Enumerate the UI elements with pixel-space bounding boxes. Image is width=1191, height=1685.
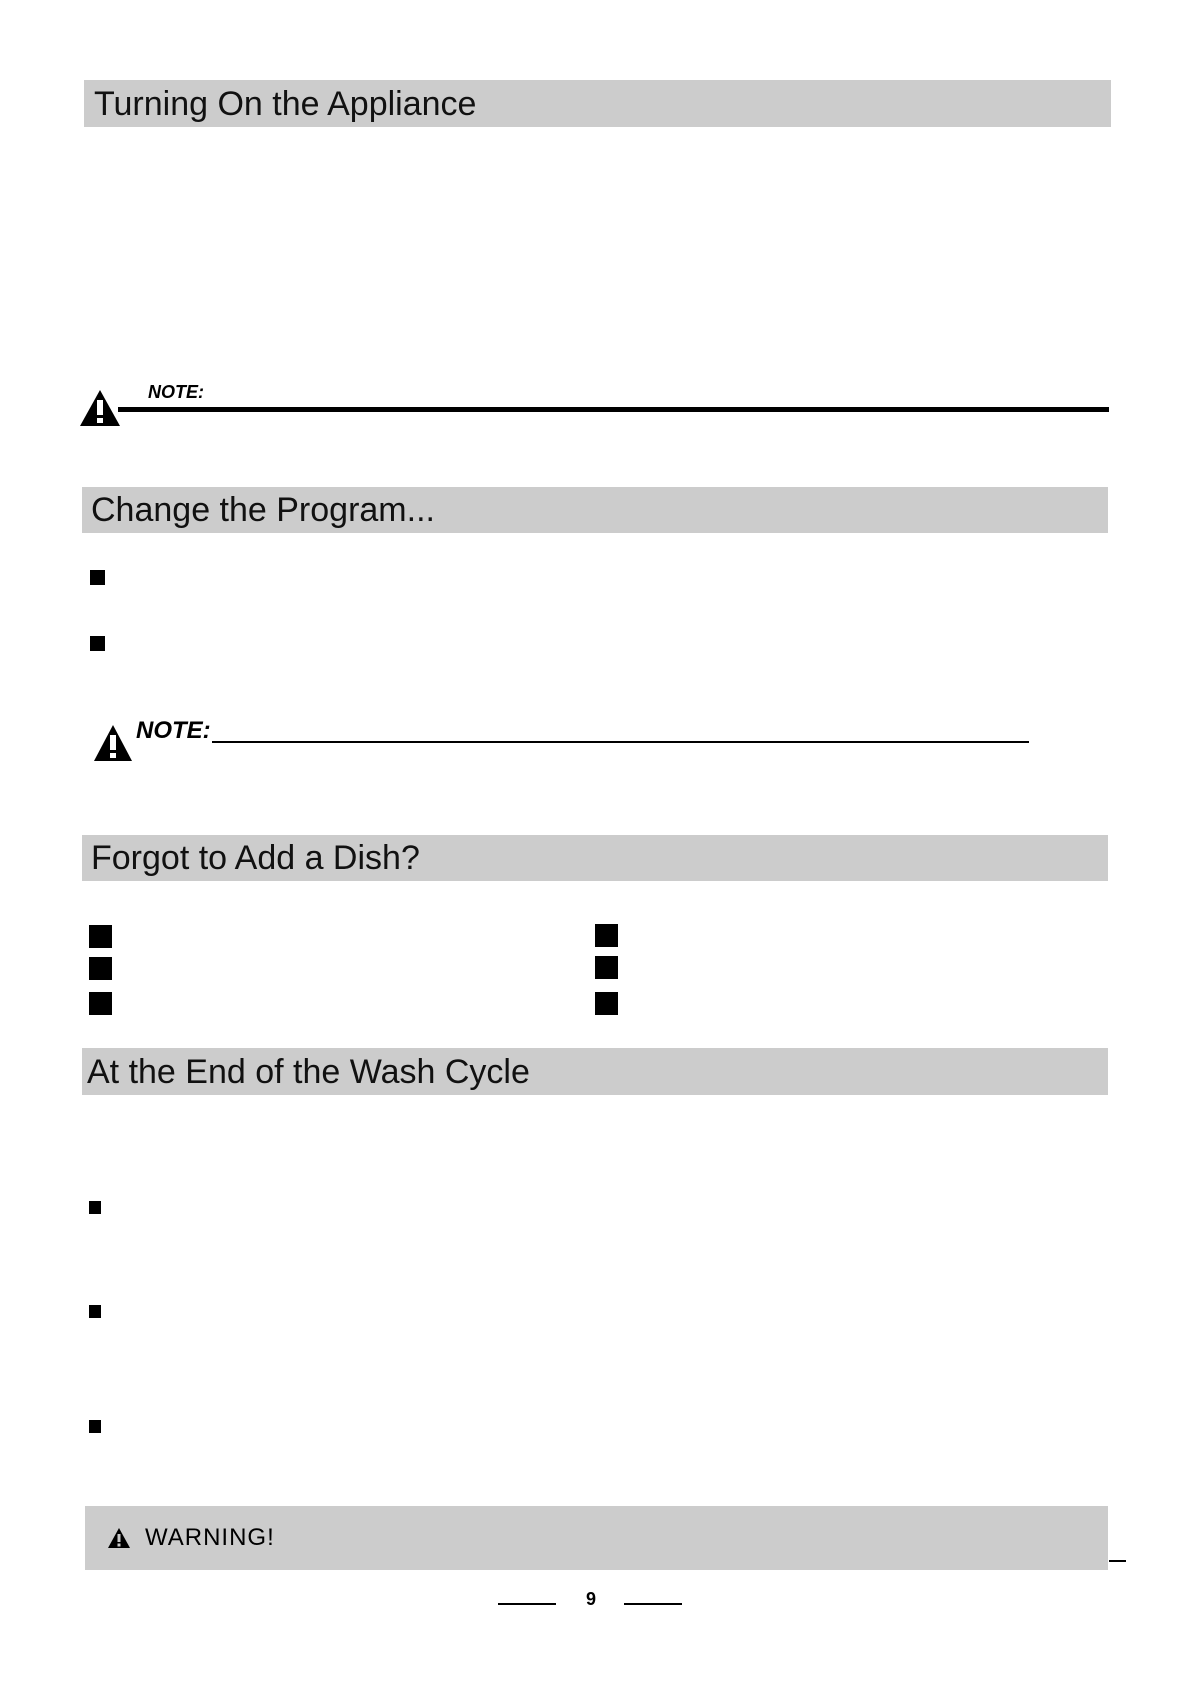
step-bullet (595, 956, 618, 979)
step-bullet (595, 992, 618, 1015)
section-header-end-wash (82, 1048, 1108, 1095)
step-bullet (89, 957, 112, 980)
warning-triangle-icon (92, 723, 134, 763)
list-bullet (90, 636, 105, 651)
list-bullet (90, 570, 105, 585)
section-header-forgot-dish (82, 835, 1108, 881)
list-bullet (89, 1305, 101, 1318)
warning-box (85, 1506, 1108, 1570)
note-label: NOTE: (148, 382, 204, 402)
note-rule (212, 741, 1029, 743)
page-number: 9 (586, 1589, 597, 1609)
warning-triangle-icon (107, 1527, 131, 1549)
page-number-rule-right (624, 1603, 682, 1605)
note-rule (118, 407, 1109, 412)
step-bullet (595, 924, 618, 947)
margin-mark (1109, 1560, 1126, 1562)
section-title: At the End of the Wash Cycle (87, 1053, 530, 1091)
step-bullet (89, 925, 112, 948)
list-bullet (89, 1420, 101, 1433)
note-label: NOTE: (136, 717, 211, 744)
section-title: Forgot to Add a Dish? (91, 839, 420, 877)
list-bullet (89, 1201, 101, 1214)
step-bullet (89, 992, 112, 1015)
section-title: Change the Program... (91, 491, 435, 529)
warning-triangle-icon (78, 388, 122, 428)
section-header-change-program (82, 487, 1108, 533)
section-title: Turning On the Appliance (94, 85, 477, 123)
page-number-rule-left (498, 1603, 556, 1605)
section-header-turning-on (84, 80, 1111, 127)
warning-label: WARNING! (145, 1524, 275, 1551)
